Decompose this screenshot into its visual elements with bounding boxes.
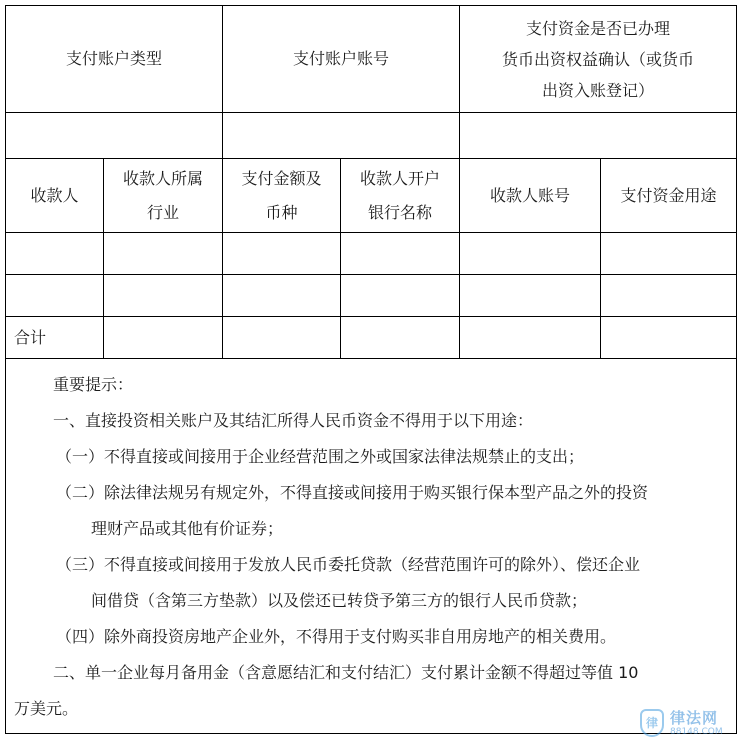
equity-confirm-line: 出资入账登记） bbox=[542, 80, 655, 100]
table-cell[interactable] bbox=[601, 233, 737, 275]
equity-confirm-line: 支付资金是否已办理 bbox=[526, 18, 671, 38]
table-cell[interactable] bbox=[460, 233, 601, 275]
notes-sub-2: （二）除法律法规另有规定外，不得直接或间接用于购买银行保本型产品之外的投资 bbox=[56, 483, 649, 502]
table-cell[interactable] bbox=[460, 275, 601, 317]
total-cell[interactable] bbox=[341, 317, 460, 359]
notes-item-2-cont: 万美元。 bbox=[14, 699, 79, 718]
account-type-cell[interactable] bbox=[6, 113, 223, 159]
table-cell[interactable] bbox=[6, 233, 104, 275]
account-number-header: 支付账户账号 bbox=[223, 6, 460, 113]
table-cell[interactable] bbox=[223, 233, 341, 275]
table-cell[interactable] bbox=[341, 275, 460, 317]
shield-icon: 律 bbox=[640, 709, 664, 737]
table-cell[interactable] bbox=[223, 275, 341, 317]
total-row bbox=[6, 317, 737, 359]
watermark-site: 88148.COM bbox=[670, 727, 723, 737]
notes-cell bbox=[6, 359, 737, 734]
total-label: 合计 bbox=[6, 317, 104, 359]
total-cell[interactable] bbox=[460, 317, 601, 359]
notes-item-1: 一、直接投资相关账户及其结汇所得人民币资金不得用于以下用途： bbox=[53, 411, 534, 430]
amount-currency-header: 支付金额及 币种 bbox=[223, 159, 341, 233]
payee-bank-header: 收款人开户 银行名称 bbox=[341, 159, 460, 233]
account-type-header: 支付账户类型 bbox=[6, 6, 223, 113]
total-cell[interactable] bbox=[104, 317, 223, 359]
total-cell[interactable] bbox=[223, 317, 341, 359]
notes-sub-4: （四）除外商投资房地产企业外，不得用于支付购买非自用房地产的相关费用。 bbox=[56, 627, 617, 646]
payee-industry-header: 收款人所属 行业 bbox=[104, 159, 223, 233]
account-header-row bbox=[6, 6, 737, 113]
payee-header: 收款人 bbox=[6, 159, 104, 233]
table-cell[interactable] bbox=[6, 275, 104, 317]
notes-sub-1: （一）不得直接或间接用于企业经营范围之外或国家法律法规禁止的支出； bbox=[56, 447, 585, 466]
table-cell[interactable] bbox=[601, 275, 737, 317]
table-cell[interactable] bbox=[341, 233, 460, 275]
notes-sub-3-cont: 间借贷（含第三方垫款）以及偿还已转贷予第三方的银行人民币贷款； bbox=[91, 591, 588, 610]
notes-row bbox=[6, 359, 737, 734]
payee-header-row bbox=[6, 159, 737, 233]
notes-sub-2-cont: 理财产品或其他有价证券； bbox=[91, 519, 284, 538]
table-cell[interactable] bbox=[104, 275, 223, 317]
equity-confirm-header bbox=[460, 6, 737, 113]
notes-item-2: 二、单一企业每月备用金（含意愿结汇和支付结汇）支付累计金额不得超过等值 10 bbox=[53, 663, 639, 682]
watermark-name: 律法网 bbox=[670, 709, 719, 727]
payee-account-header: 收款人账号 bbox=[460, 159, 601, 233]
table-row bbox=[6, 275, 737, 317]
fund-usage-header: 支付资金用途 bbox=[601, 159, 737, 233]
account-entry-row bbox=[6, 113, 737, 159]
equity-confirm-line: 货币出资权益确认（或货币 bbox=[502, 49, 695, 69]
notes-sub-3: （三）不得直接或间接用于发放人民币委托贷款（经营范围许可的除外）、偿还企业 bbox=[56, 555, 641, 574]
account-number-cell[interactable] bbox=[223, 113, 460, 159]
notes-title: 重要提示： bbox=[53, 375, 134, 394]
important-notes bbox=[6, 359, 736, 727]
table-row bbox=[6, 233, 737, 275]
total-cell[interactable] bbox=[601, 317, 737, 359]
site-watermark bbox=[640, 707, 730, 741]
table-cell[interactable] bbox=[104, 233, 223, 275]
equity-confirm-cell[interactable] bbox=[460, 113, 737, 159]
payment-form-table bbox=[5, 5, 737, 734]
